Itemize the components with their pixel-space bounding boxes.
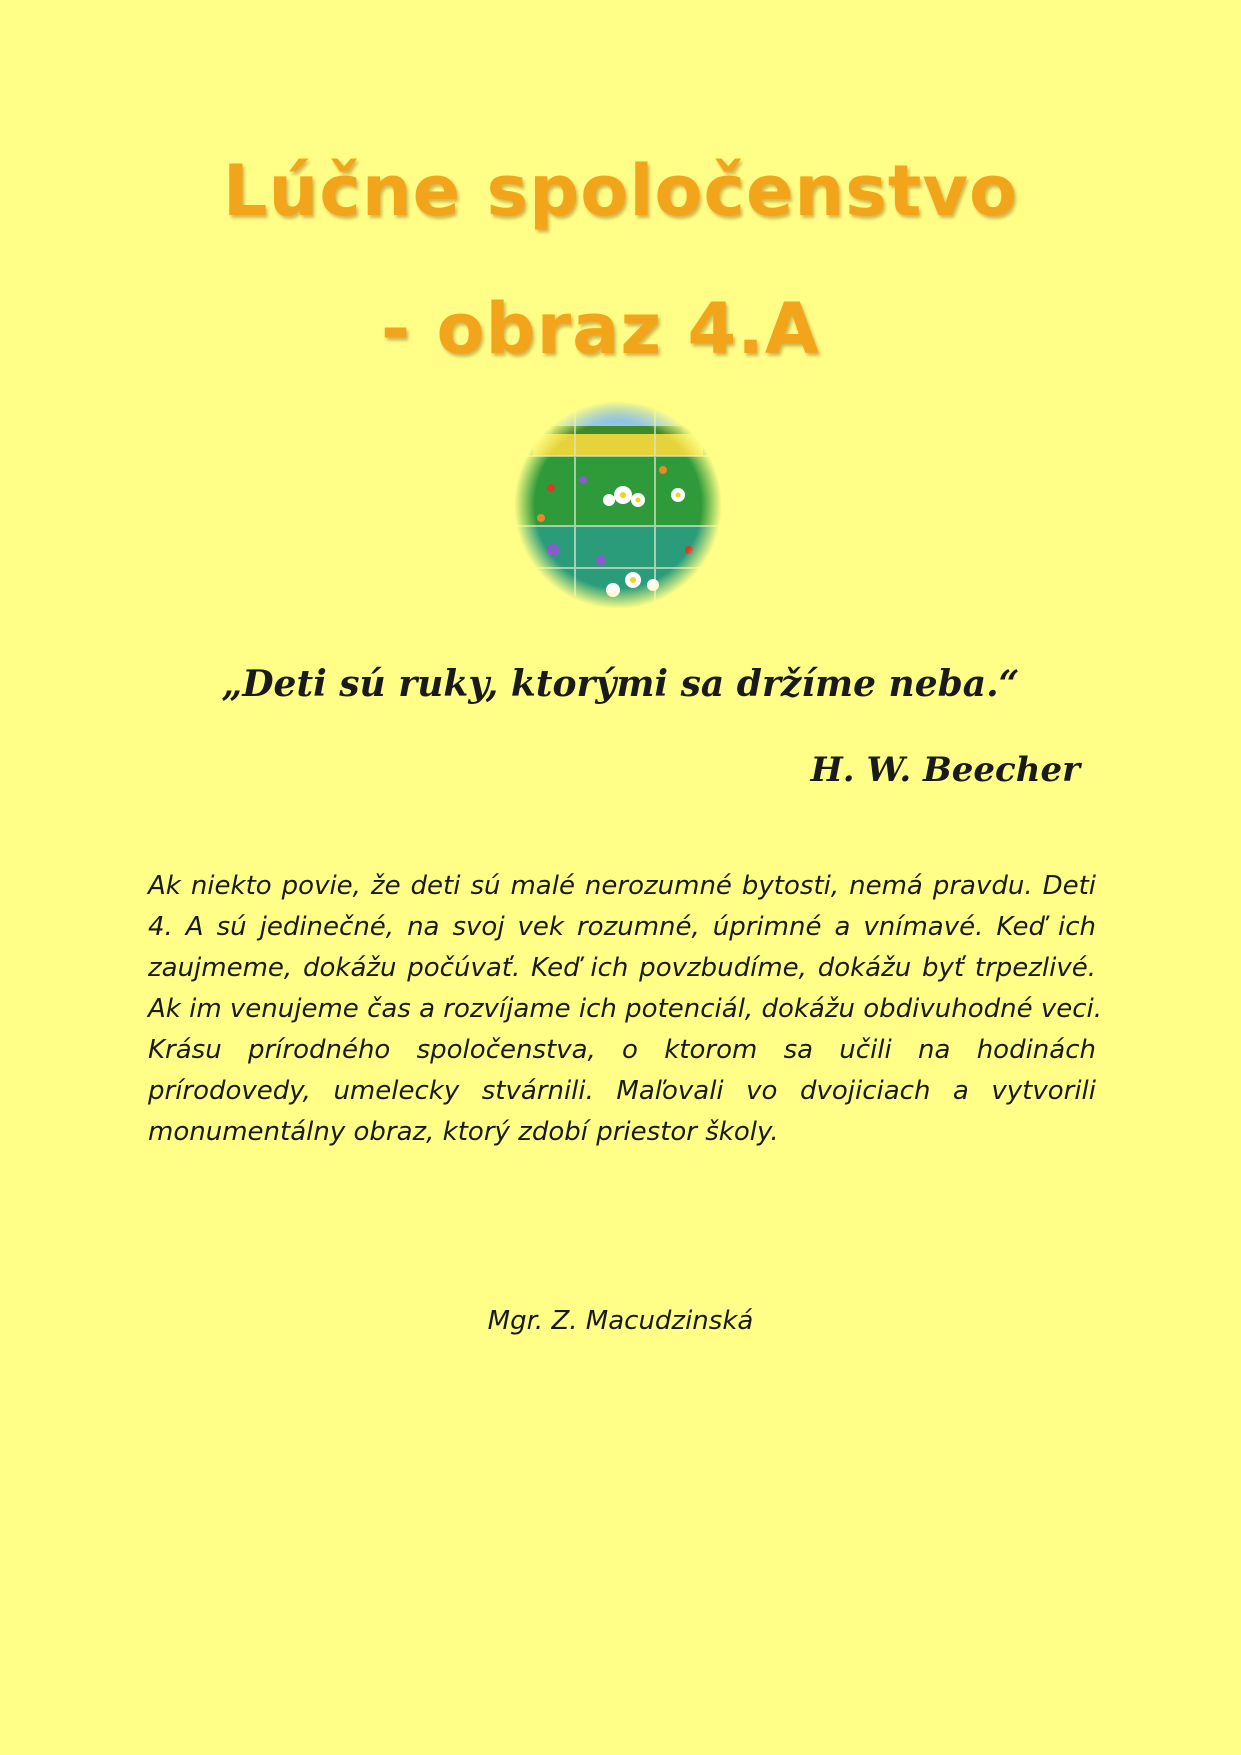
page-title-line-1: Lúčne spoločenstvo xyxy=(222,150,1019,232)
quote-author: H. W. Beecher xyxy=(810,750,1080,790)
body-line: Ak niekto povie, že deti sú malé nerozumné bytosti, nemá pravdu. Deti xyxy=(148,871,1096,901)
body-line: Krásu prírodného spoločenstva, o ktorom sa učili na hodinách xyxy=(148,1035,1096,1065)
body-line: Ak im venujeme čas a rozvíjame ich potenciál, dokážu obdivuhodné veci. xyxy=(148,994,1103,1024)
signature: Mgr. Z. Macudzinská xyxy=(487,1306,754,1336)
body-line: monumentálny obraz, ktorý zdobí priestor školy. xyxy=(148,1117,779,1147)
quote: „Deti sú ruky, ktorými sa držíme neba.“ xyxy=(221,663,1020,705)
body-line: prírodovedy, umelecky stvárnili. Maľovali vo dvojiciach a vytvorili xyxy=(148,1076,1096,1106)
body-paragraph xyxy=(148,866,1103,1153)
page-title-line-2: - obraz 4.A xyxy=(381,288,820,370)
body-line: zaujmeme, dokážu počúvať. Keď ich povzbudíme, dokážu byť trpezlivé. xyxy=(148,953,1096,983)
body-line: 4. A sú jedinečné, na svoj vek rozumné, úprimné a vnímavé. Keď ich xyxy=(148,912,1096,942)
meadow-painting-image xyxy=(513,400,723,610)
